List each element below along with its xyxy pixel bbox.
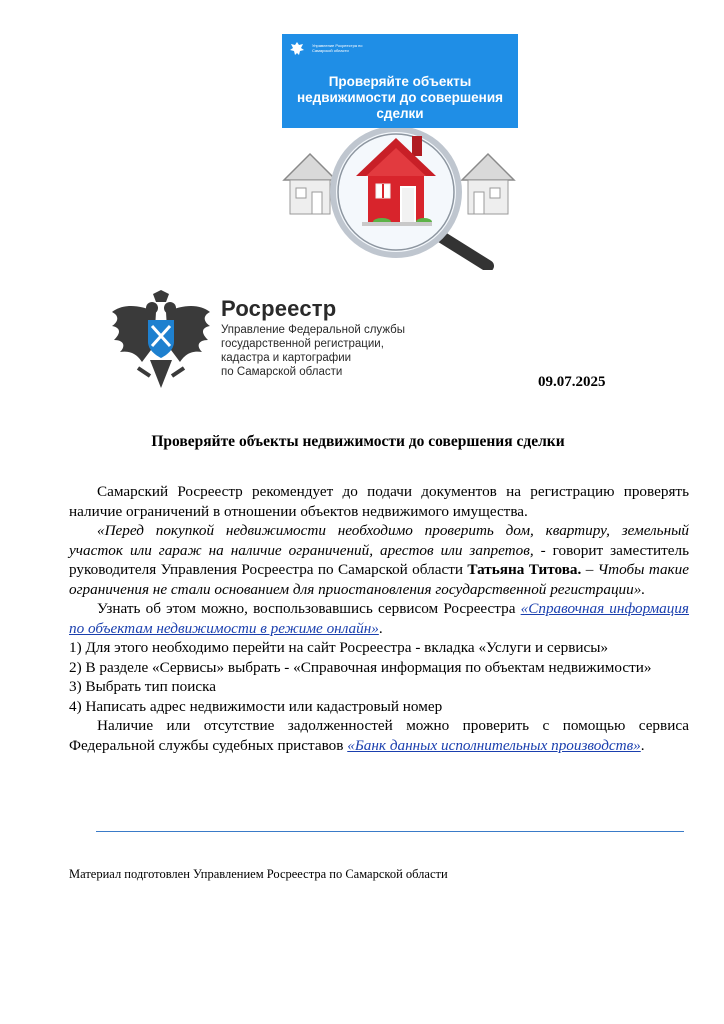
banner-header [282, 34, 518, 128]
step-item: 2) В разделе «Сервисы» выбрать - «Справочная информация по объектам недвижимости» [69, 658, 652, 676]
eagle-emblem-icon [288, 40, 306, 58]
logo-subtitle-line: государственной регистрации, [221, 338, 384, 350]
debts-text: Наличие или отсутствие задолженностей можно проверить с помощью сервиса Федеральной службы судебных приставов [69, 717, 689, 754]
logo-name: Росреестр [221, 296, 337, 321]
banner-title-line: Проверяйте объекты [328, 74, 472, 89]
debts-end: . [640, 736, 645, 754]
document-body [69, 482, 689, 755]
banner-org-text: Управление Росреестра по Самарской области [312, 43, 363, 53]
banner-title-line: сделки [376, 106, 424, 121]
banner-title [282, 74, 518, 122]
logo-subtitle [221, 323, 431, 379]
divider-line [96, 831, 684, 832]
fssp-database-link[interactable]: «Банк данных исполнительных производств» [347, 736, 641, 754]
paragraph-service [69, 599, 689, 638]
logo-subtitle-line: Управление Федеральной службы [221, 324, 405, 336]
step-item: 3) Выбрать тип поиска [69, 678, 216, 695]
document-title: Проверяйте объекты недвижимости до совершения сделки [151, 433, 565, 450]
quote-end-text: – Чтобы такие ограничения не стали основанием для приостановления государственной регистрации». [69, 561, 689, 598]
step-item: 1) Для этого необходимо перейти на сайт Росреестра - вкладка «Услуги и сервисы» [69, 639, 609, 656]
logo-subtitle-line: по Самарской области [221, 366, 343, 378]
service-text: Узнать об этом можно, воспользовавшись сервисом Росреестра [97, 600, 521, 617]
logo-subtitle-line: кадастра и картографии [221, 352, 352, 364]
paragraph-quote [69, 521, 689, 599]
rosreestr-eagle-emblem-icon [108, 290, 214, 390]
banner-image [282, 34, 518, 270]
footer-note: Материал подготовлен Управлением Росреестра по Самарской области [69, 867, 448, 881]
quote-attribution: - говорит заместитель руководителя Управления Росреестра по Самарской области [69, 541, 689, 578]
house-magnifier-illustration [282, 128, 518, 270]
document-date: 09.07.2025 [538, 374, 606, 390]
speaker-name: Татьяна Титова. [467, 561, 582, 578]
paragraph-intro: Самарский Росреестр рекомендует до подачи документов на регистрацию проверять наличие ограничений в отношении объектов недвижимого имущества. [69, 483, 689, 520]
step-item: 4) Написать адрес недвижимости или кадастровый номер [69, 697, 443, 715]
rosreestr-service-link[interactable]: «Справочная информация по объектам недвижимости в режиме онлайн» [69, 600, 689, 637]
quote-text: «Перед покупкой недвижимости необходимо проверить дом, квартиру, земельный участок или гараж на наличие ограничений, арестов или запретов, [69, 522, 689, 559]
banner-title-line: недвижимости до совершения [296, 90, 504, 105]
paragraph-debts [69, 716, 689, 755]
service-end: . [378, 619, 383, 637]
